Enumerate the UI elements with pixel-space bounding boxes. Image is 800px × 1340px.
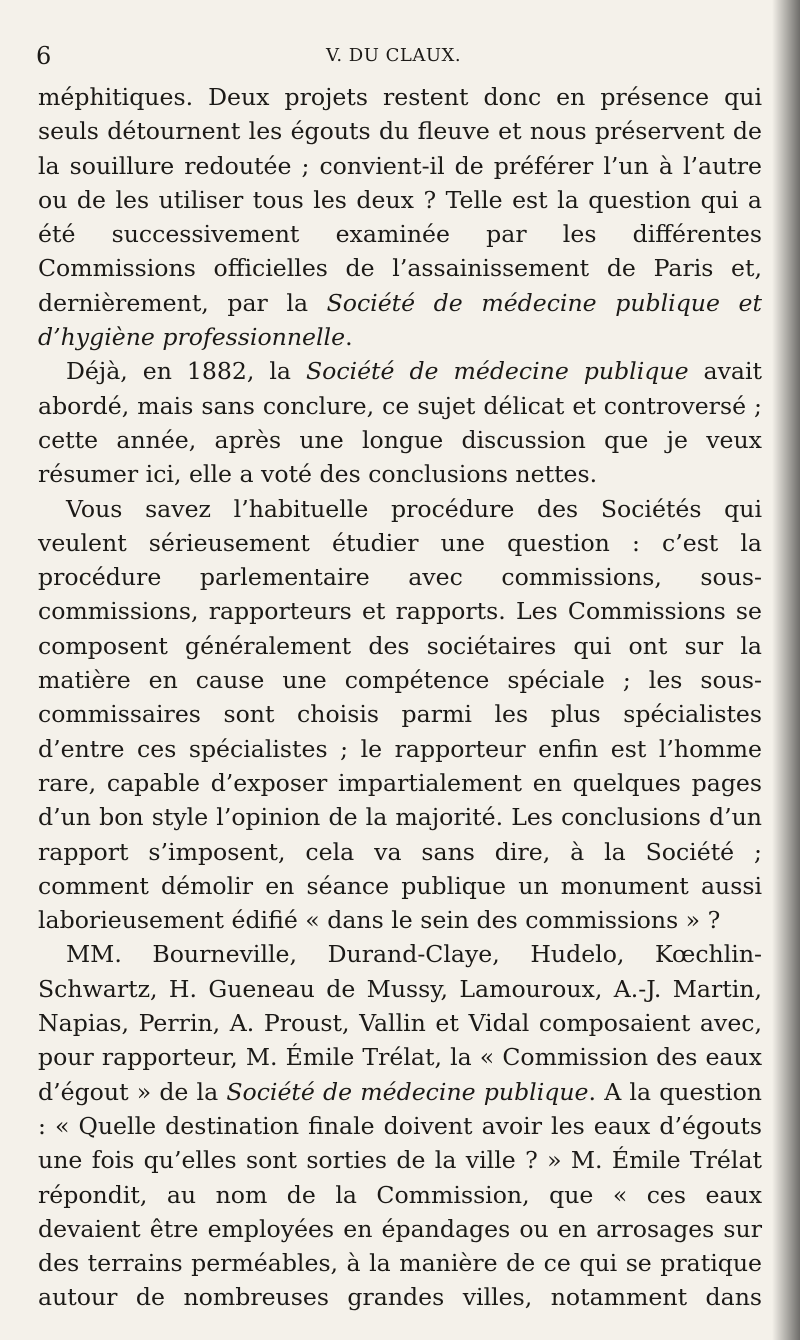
paragraph-2-end: avait abordé, mais sans conclure, ce sujet délicat et controversé ; cette année, après une longue discussion que je veux résumer ici, elle a voté des conclusions nettes. bbox=[38, 357, 762, 489]
paragraph-4-end: . A la question : « Quelle destination finale doivent avoir les eaux d’égouts une fois qu’elles sont sorties de la ville ? » M. Émile Trélat répondit, au nom de la Commission, que « ces eaux devaient être employées en épandages ou en arrosages sur des terrains perméables, à la manière de ce qui se pratique autour de nombreuses grandes villes, notamment dans bbox=[38, 1077, 762, 1312]
page-number: 6 bbox=[36, 42, 52, 70]
paragraph-1 bbox=[38, 80, 762, 354]
paragraph-3 bbox=[38, 492, 762, 938]
paragraph-2-italic: Société de médecine publique bbox=[305, 357, 689, 386]
paragraph-1-text: méphitiques. Deux projets restent donc en présence qui seuls détournent les égouts du fleuve et nous préservent de la souillure redoutée ; convient-il de préférer l’un à l’autre ou de les utiliser tous les deux ? Telle est la question qui a été successivement examinée par les différentes Commissions officielles de l’assainissement de Paris et, dernièrement, par la bbox=[38, 83, 762, 317]
body-text bbox=[38, 80, 762, 1315]
paragraph-1-end: . bbox=[345, 323, 353, 352]
paragraph-1-italic: Société de médecine publique et d’hygiène professionnelle bbox=[38, 288, 762, 352]
page-header bbox=[36, 42, 776, 70]
paragraph-3-text: Vous savez l’habituelle procédure des Sociétés qui veulent sérieusement étudier une question : c’est la procédure parlementaire avec commissions, sous-commissions, rapporteurs et rapports. Les Commissions se composent généralement des sociétaires qui ont sur la matière en cause une compétence spéciale ; les sous-commissaires sont choisis parmi les plus spécialistes d’entre ces spécialistes ; le rapporteur enfin est l’homme rare, capable d’exposer impartialement en quelques pages d’un bon style l’opinion de la majorité. Les conclusions d’un rapport s’imposent, cela va sans dire, à la Société ; comment démolir en séance publique un monument aussi laborieusement édifié « dans le sein des commissions » ? bbox=[38, 494, 762, 935]
paragraph-4-italic: Société de médecine publique bbox=[226, 1077, 589, 1106]
paragraph-2-start: Déjà, en 1882, la bbox=[66, 357, 306, 386]
paragraph-2 bbox=[38, 354, 762, 491]
paragraph-4-start: MM. Bourneville, Durand-Claye, Hudelo, Kœchlin-Schwartz, H. Gueneau de Mussy, Lamouroux, A.-J. Martin, Napias, Perrin, A. Proust, Vallin et Vidal composaient avec, pour rapporteur, M. Émile Trélat, la « Commission des eaux d’égout » de la bbox=[38, 940, 762, 1106]
running-head: V. DU CLAUX. bbox=[326, 45, 462, 66]
page-edge-shadow bbox=[772, 0, 800, 1340]
paragraph-4 bbox=[38, 937, 762, 1314]
